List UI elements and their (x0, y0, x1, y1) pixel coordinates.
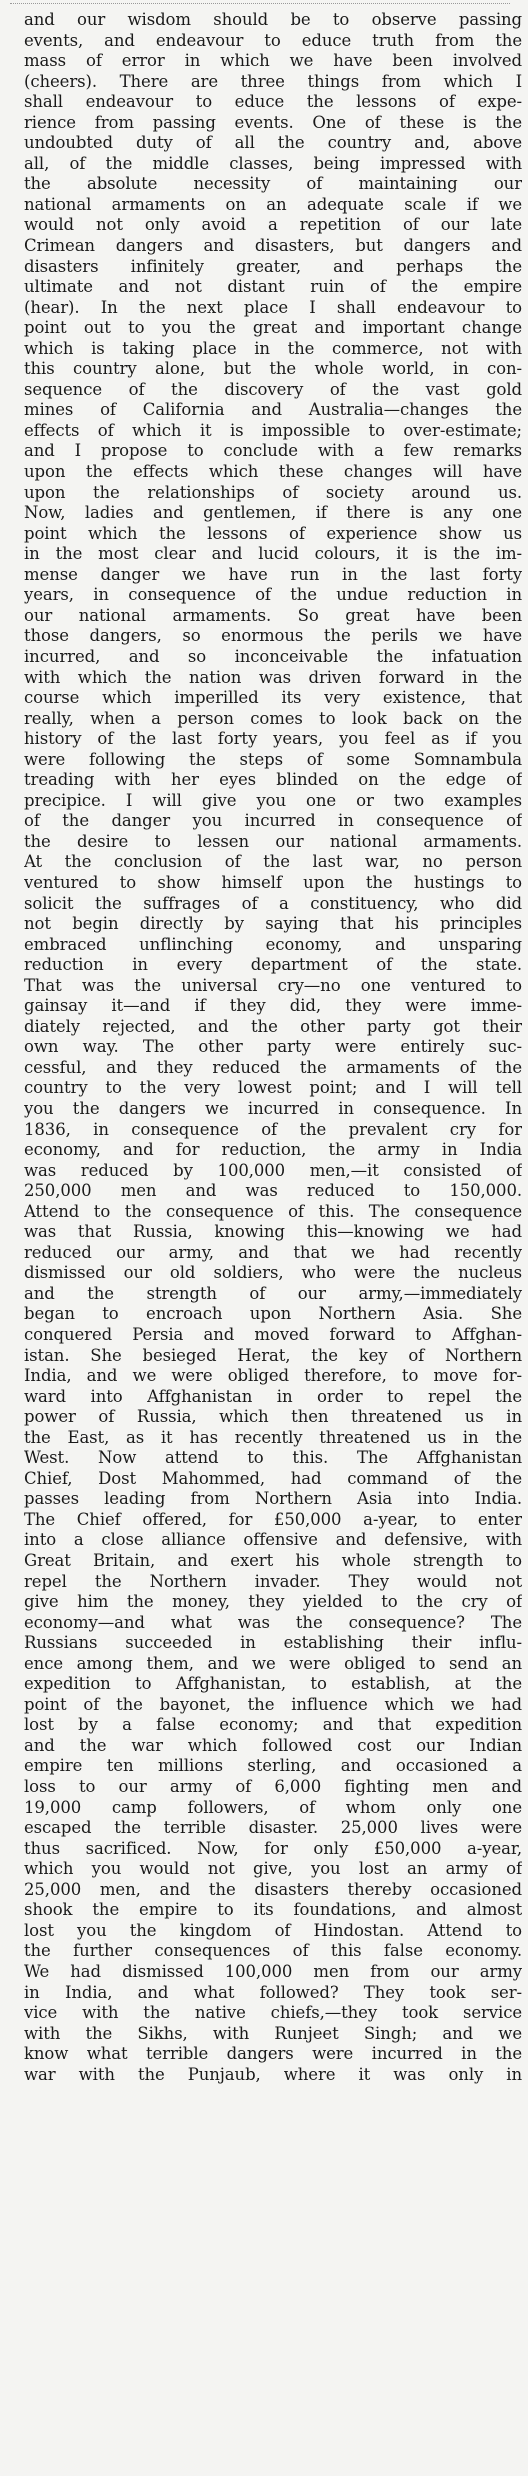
article-line: not begin directly by saying that his principles (24, 914, 522, 934)
article-line: diately rejected, and the other party got their (24, 1016, 522, 1036)
article-line: lost you the kingdom of Hindostan. Attend to (24, 1920, 522, 1940)
article-line: in the most clear and lucid colours, it is the im- (24, 544, 522, 564)
article-line: would not only avoid a repetition of our late (24, 215, 522, 235)
article-line: That was the universal cry—no one ventured to (24, 975, 522, 995)
article-line: (hear). In the next place I shall endeavour to (24, 297, 522, 317)
article-line: war with the Punjaub, where it was only in (24, 2064, 522, 2084)
article-line: economy, and for reduction, the army in India (24, 1140, 522, 1160)
article-line: give him the money, they yielded to the cry of (24, 1592, 522, 1612)
article-line: West. Now attend to this. The Affghanistan (24, 1448, 522, 1468)
article-line: began to encroach upon Northern Asia. She (24, 1304, 522, 1324)
article-line: and the war which followed cost our Indian (24, 1735, 522, 1755)
article-line: and I propose to conclude with a few remarks (24, 441, 522, 461)
article-line: you the dangers we incurred in consequence. In (24, 1098, 522, 1118)
article-line: history of the last forty years, you feel as if you (24, 729, 522, 749)
article-line: incurred, and so inconceivable the infatuation (24, 646, 522, 666)
article-line: escaped the terrible disaster. 25,000 lives were (24, 1818, 522, 1838)
article-line: national armaments on an adequate scale if we (24, 194, 522, 214)
article-line: undoubted duty of all the country and, above (24, 133, 522, 153)
article-line: gainsay it—and if they did, they were imme- (24, 996, 522, 1016)
article-line: point which the lessons of experience show us (24, 523, 522, 543)
article-line: into a close alliance offensive and defensive, with (24, 1530, 522, 1550)
article-line: upon the effects which these changes will have (24, 462, 522, 482)
article-line: (cheers). There are three things from which I (24, 71, 522, 91)
article-line: ultimate and not distant ruin of the empire (24, 277, 522, 297)
article-line: own way. The other party were entirely suc- (24, 1037, 522, 1057)
article-line: shook the empire to its foundations, and almost (24, 1900, 522, 1920)
article-line: Great Britain, and exert his whole strength to (24, 1551, 522, 1571)
article-line: years, in consequence of the undue reduction in (24, 585, 522, 605)
article-line: this country alone, but the whole world, in con- (24, 359, 522, 379)
article-line: ward into Affghanistan in order to repel the (24, 1386, 522, 1406)
article-line: the further consequences of this false economy. (24, 1941, 522, 1961)
article-line: conquered Persia and moved forward to Affghan- (24, 1325, 522, 1344)
article-line: with which the nation was driven forward in the (24, 667, 522, 687)
article-line: empire ten millions sterling, and occasioned a (24, 1756, 522, 1776)
article-line: with the Sikhs, with Runjeet Singh; and we (24, 2023, 522, 2043)
article-line: dismissed our old soldiers, who were the nucleus (24, 1263, 522, 1283)
article-line: and our wisdom should be to observe passing (24, 10, 522, 29)
article-line: really, when a person comes to look back on the (24, 708, 522, 728)
article-line: embraced unflinching economy, and unsparing (24, 934, 522, 954)
article-line: 1836, in consequence of the prevalent cry for (24, 1119, 522, 1139)
article-column (24, 10, 522, 2085)
article-line: shall endeavour to educe the lessons of expe- (24, 92, 522, 112)
article-line: power of Russia, which then threatened us in (24, 1407, 522, 1427)
article-line: mines of California and Australia—changes the (24, 400, 522, 420)
article-line: passes leading from Northern Asia into India. (24, 1489, 522, 1509)
article-line: Crimean dangers and disasters, but dangers and (24, 236, 522, 256)
article-line: repel the Northern invader. They would not (24, 1571, 522, 1591)
article-line: Attend to the consequence of this. The consequence (24, 1201, 522, 1221)
article-line: vice with the native chiefs,—they took service (24, 2003, 522, 2023)
article-line: Now, ladies and gentlemen, if there is any one (24, 503, 522, 523)
article-line: 250,000 men and was reduced to 150,000. (24, 1181, 522, 1201)
article-line: ence among them, and we were obliged to send an (24, 1653, 522, 1673)
article-line: 19,000 camp followers, of whom only one (24, 1797, 522, 1817)
article-line: At the conclusion of the last war, no person (24, 852, 522, 872)
article-line: the East, as it has recently threatened us in the (24, 1427, 522, 1447)
article-line: Russians succeeded in establishing their influ- (24, 1633, 522, 1653)
article-line: events, and endeavour to educe truth from the (24, 30, 522, 50)
article-line: reduced our army, and that we had recently (24, 1242, 522, 1262)
article-line: thus sacrificed. Now, for only £50,000 a-year, (24, 1838, 522, 1858)
article-line: and the strength of our army,—immediately (24, 1283, 522, 1303)
article-line: all, of the middle classes, being impressed with (24, 153, 522, 173)
article-line: was that Russia, knowing this—knowing we had (24, 1222, 522, 1242)
article-line: of the danger you incurred in consequence of (24, 811, 522, 831)
article-line: the absolute necessity of maintaining our (24, 174, 522, 194)
article-line: Chief, Dost Mahommed, had command of the (24, 1468, 522, 1488)
article-line: the desire to lessen our national armaments. (24, 831, 522, 851)
article-line: which is taking place in the commerce, not with (24, 338, 522, 358)
article-line: was reduced by 100,000 men,—it consisted of (24, 1160, 522, 1180)
article-line: were following the steps of some Somnambula (24, 749, 522, 769)
article-line: We had dismissed 100,000 men from our army (24, 1961, 522, 1981)
article-line: course which imperilled its very existence, that (24, 688, 522, 708)
article-line: in India, and what followed? They took ser- (24, 1982, 522, 2002)
article-line: point out to you the great and important change (24, 318, 522, 338)
article-line: reduction in every department of the state. (24, 955, 522, 975)
article-line: istan. She besieged Herat, the key of Northern (24, 1345, 522, 1365)
article-line: India, and we were obliged therefore, to move for- (24, 1366, 522, 1386)
article-line: solicit the suffrages of a constituency, who did (24, 893, 522, 913)
article-line: economy—and what was the consequence? The (24, 1612, 522, 1632)
article-line: precipice. I will give you one or two examples (24, 790, 522, 810)
article-line: country to the very lowest point; and I will tell (24, 1078, 522, 1098)
article-line: disasters infinitely greater, and perhaps the (24, 256, 522, 276)
article-line: sequence of the discovery of the vast gold (24, 379, 522, 399)
article-line: mense danger we have run in the last forty (24, 564, 522, 584)
article-line: our national armaments. So great have been (24, 605, 522, 625)
article-line: rience from passing events. One of these is the (24, 112, 522, 132)
article-line: ventured to show himself upon the hustings to (24, 872, 522, 892)
article-line: effects of which it is impossible to over-estimate; (24, 420, 522, 440)
article-line: cessful, and they reduced the armaments of the (24, 1057, 522, 1077)
column-top-rule (10, 3, 510, 4)
article-line: expedition to Affghanistan, to establish, at the (24, 1674, 522, 1694)
article-line: mass of error in which we have been involved (24, 51, 522, 71)
article-line: which you would not give, you lost an army of (24, 1859, 522, 1879)
article-line: those dangers, so enormous the perils we have (24, 626, 522, 646)
article-line: 25,000 men, and the disasters thereby occasioned (24, 1879, 522, 1899)
article-line: lost by a false economy; and that expedition (24, 1715, 522, 1735)
article-line: point of the bayonet, the influence which we had (24, 1694, 522, 1714)
article-line: upon the relationships of society around us. (24, 482, 522, 502)
article-line: know what terrible dangers were incurred in the (24, 2044, 522, 2064)
article-line: loss to our army of 6,000 fighting men and (24, 1777, 522, 1797)
article-line: treading with her eyes blinded on the edge of (24, 770, 522, 790)
article-line: The Chief offered, for £50,000 a-year, to enter (24, 1509, 522, 1529)
